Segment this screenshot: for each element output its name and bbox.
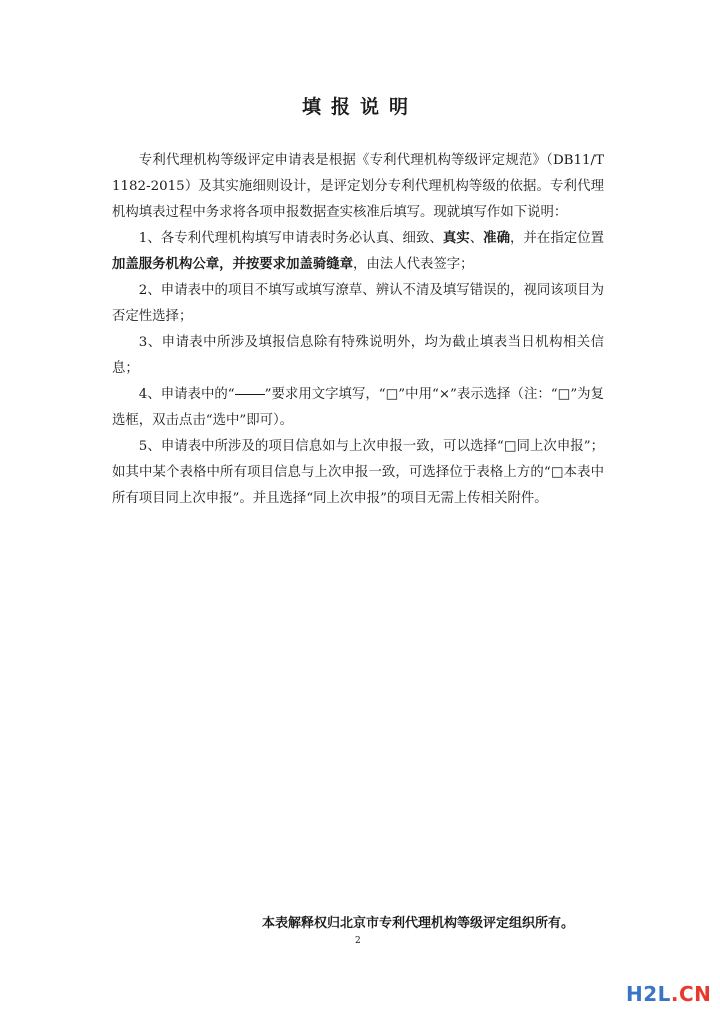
- instruction-item-1: 1、各专利代理机构填写申请表时务必认真、细致、真实、准确，并在指定位置加盖服务机构公章，并按要求加盖骑缝章，由法人代表签字；: [112, 231, 605, 272]
- instruction-item-4: 4、申请表中的“ ”要求用文字填写，“□”中用“×”表示选择（注：“□”为复选框，双击点击“选中”即可）。: [112, 387, 604, 428]
- document-title: 填报说明: [301, 96, 418, 118]
- instruction-item-5: 5、申请表中所涉及的项目信息如与上次申报一致，可以选择“□同上次申报”；如其中某个表格中所有项目信息与上次申报一致，可选择位于表格上方的“□本表中所有项目同上次申报”。并且选择“同上次申报”的项目无需上传相关附件。: [112, 439, 604, 506]
- instruction-item-3: 3、申请表中所涉及填报信息除有特殊说明外，均为截止填表当日机构相关信息；: [112, 335, 604, 376]
- interpretation-note: 本表解释权归北京市专利代理机构等级评定组织所有。: [262, 916, 575, 931]
- site-watermark-logo: H2L.CN: [626, 982, 712, 1006]
- page-number: 2: [355, 936, 361, 946]
- intro-paragraph: 专利代理机构等级评定申请表是根据《专利代理机构等级评定规范》（DB11/T 1182-2015）及其实施细则设计，是评定划分专利代理机构等级的依据。专利代理机构填表过程中务求将各项申报数据查实核准后填写。现就填写作如下说明：: [112, 153, 604, 220]
- instruction-item-2: 2、申请表中的项目不填写或填写潦草、辨认不清及填写错误的，视同该项目为否定性选择；: [112, 283, 604, 324]
- instructions-body: [112, 148, 604, 512]
- blank-line-sample: [235, 393, 265, 395]
